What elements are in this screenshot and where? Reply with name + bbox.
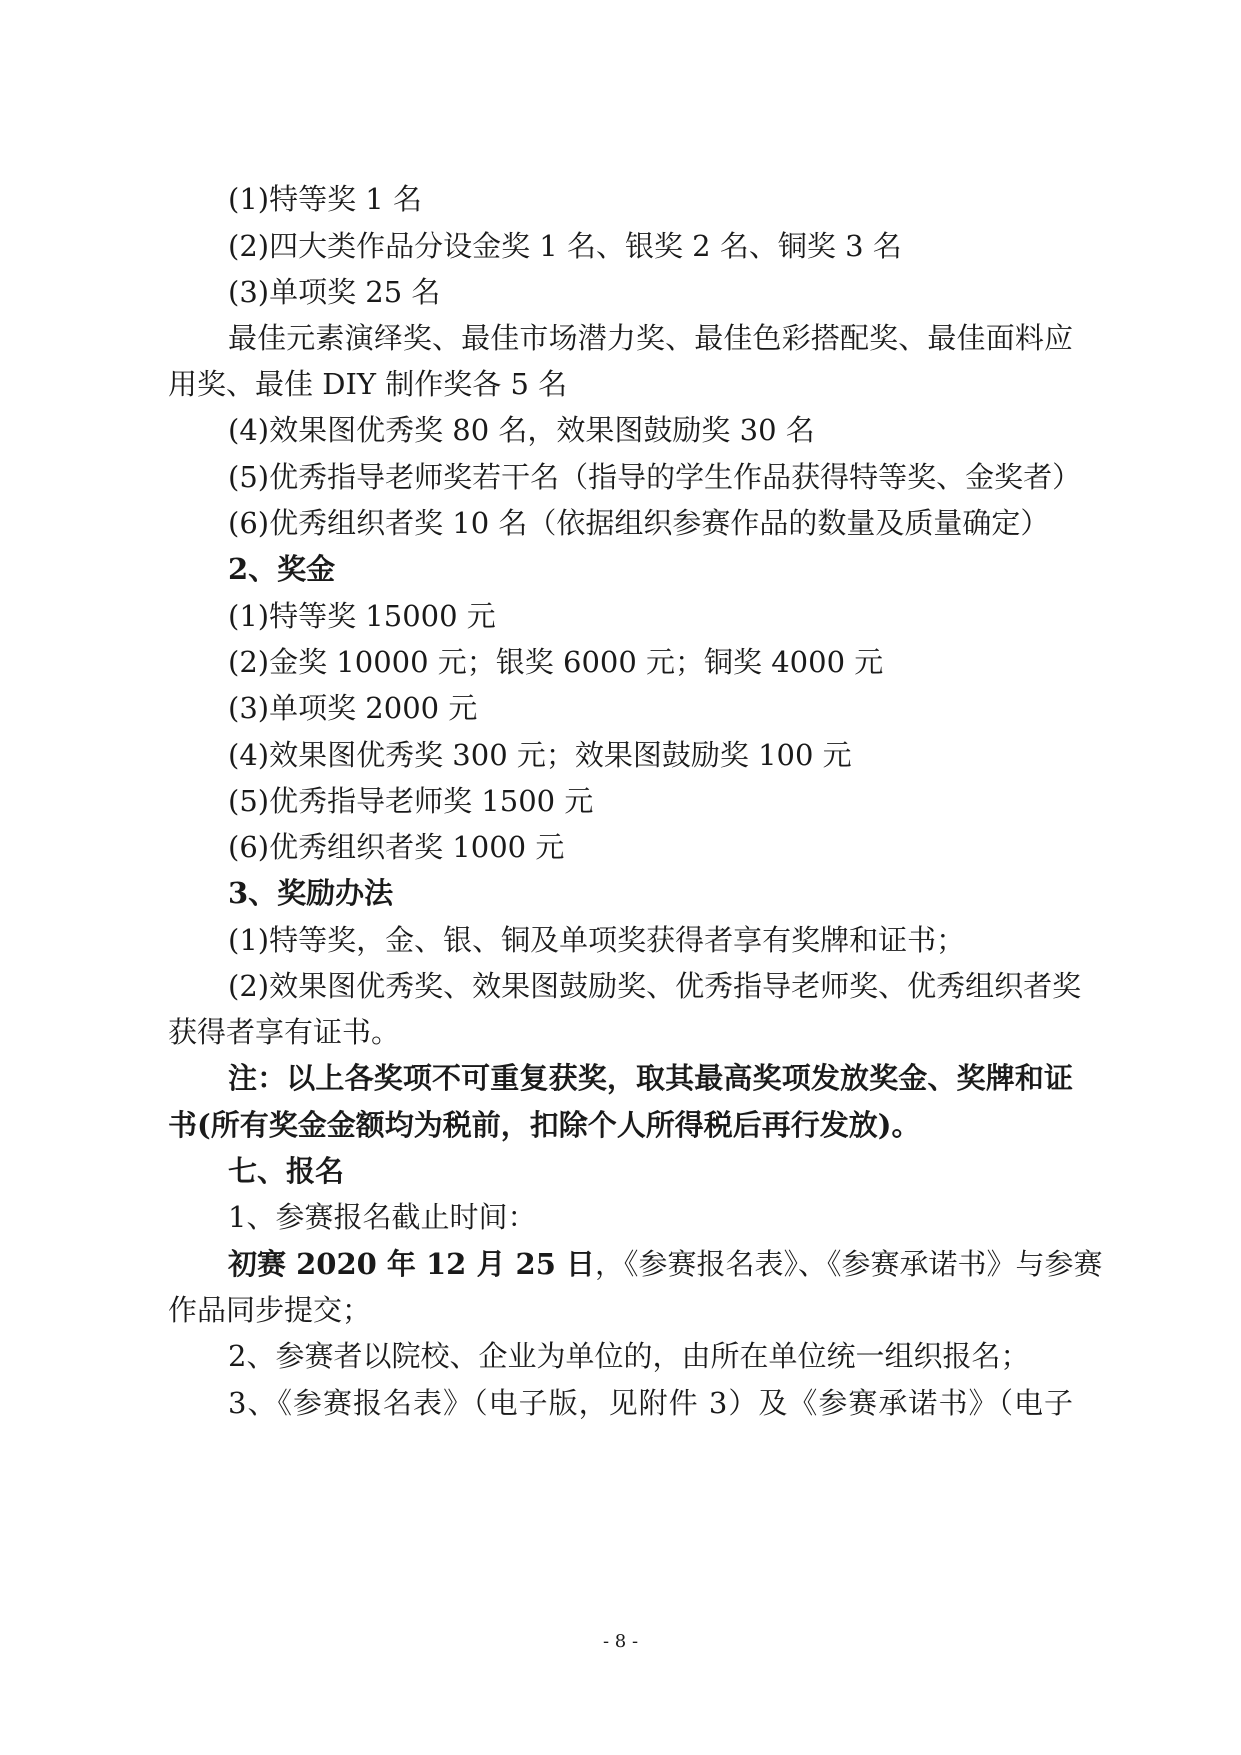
registration-deadline-line2: 作品同步提交； — [168, 1293, 372, 1327]
method-item-2-line2: 获得者享有证书。 — [168, 1015, 401, 1049]
award-item-4: (4)效果图优秀奖 80 名，效果图鼓励奖 30 名 — [228, 413, 815, 447]
section-heading-registration: 七、报名 — [228, 1154, 345, 1188]
award-item-6: (6)优秀组织者奖 10 名（依据组织参赛作品的数量及质量确定） — [228, 506, 1050, 540]
section-heading-method: 3、奖励办法 — [228, 876, 394, 910]
registration-deadline-line1 — [228, 1244, 1103, 1284]
prize-item-3: (3)单项奖 2000 元 — [228, 691, 478, 725]
award-single-list-line1: 最佳元素演绎奖、最佳市场潜力奖、最佳色彩搭配奖、最佳面料应 — [228, 321, 1073, 355]
registration-item-1 — [228, 1197, 536, 1237]
registration-item-2: 2、参赛者以院校、企业为单位的，由所在单位统一组织报名； — [228, 1339, 1030, 1373]
award-item-3: (3)单项奖 25 名 — [228, 275, 441, 309]
method-item-1: (1)特等奖，金、银、铜及单项奖获得者享有奖牌和证书； — [228, 923, 966, 957]
deadline-rest: ，《参赛报名表》、《参赛承诺书》与参赛 — [595, 1247, 1103, 1281]
award-item-5: (5)优秀指导老师奖若干名（指导的学生作品获得特等奖、金奖者） — [228, 460, 1082, 494]
award-single-list-line2: 用奖、最佳 DIY 制作奖各 5 名 — [168, 367, 568, 401]
method-item-2-line1: (2)效果图优秀奖、效果图鼓励奖、优秀指导老师奖、优秀组织者奖 — [228, 969, 1082, 1003]
prize-item-6: (6)优秀组织者奖 1000 元 — [228, 830, 565, 864]
registration-item-1-text: 1、参赛报名截止时间： — [228, 1200, 537, 1234]
award-item-1: (1)特等奖 1 名 — [228, 182, 422, 216]
note-line2: 书(所有奖金金额均为税前，扣除个人所得税后再行发放)。 — [168, 1108, 921, 1142]
award-item-2: (2)四大类作品分设金奖 1 名、银奖 2 名、铜奖 3 名 — [228, 229, 902, 263]
section-heading-prize: 2、奖金 — [228, 552, 336, 586]
note-line1: 注：以上各奖项不可重复获奖，取其最高奖项发放奖金、奖牌和证 — [228, 1061, 1073, 1095]
prize-item-2: (2)金奖 10000 元；银奖 6000 元；铜奖 4000 元 — [228, 645, 884, 679]
registration-item-3: 3、《参赛报名表》（电子版，见附件 3）及《参赛承诺书》（电子 — [228, 1386, 1073, 1420]
prize-item-4: (4)效果图优秀奖 300 元；效果图鼓励奖 100 元 — [228, 738, 852, 772]
deadline-date: 初赛 2020 年 12 月 25 日 — [228, 1247, 596, 1281]
prize-item-1: (1)特等奖 15000 元 — [228, 599, 496, 633]
page-number: - 8 - — [602, 1631, 639, 1652]
prize-item-5: (5)优秀指导老师奖 1500 元 — [228, 784, 594, 818]
